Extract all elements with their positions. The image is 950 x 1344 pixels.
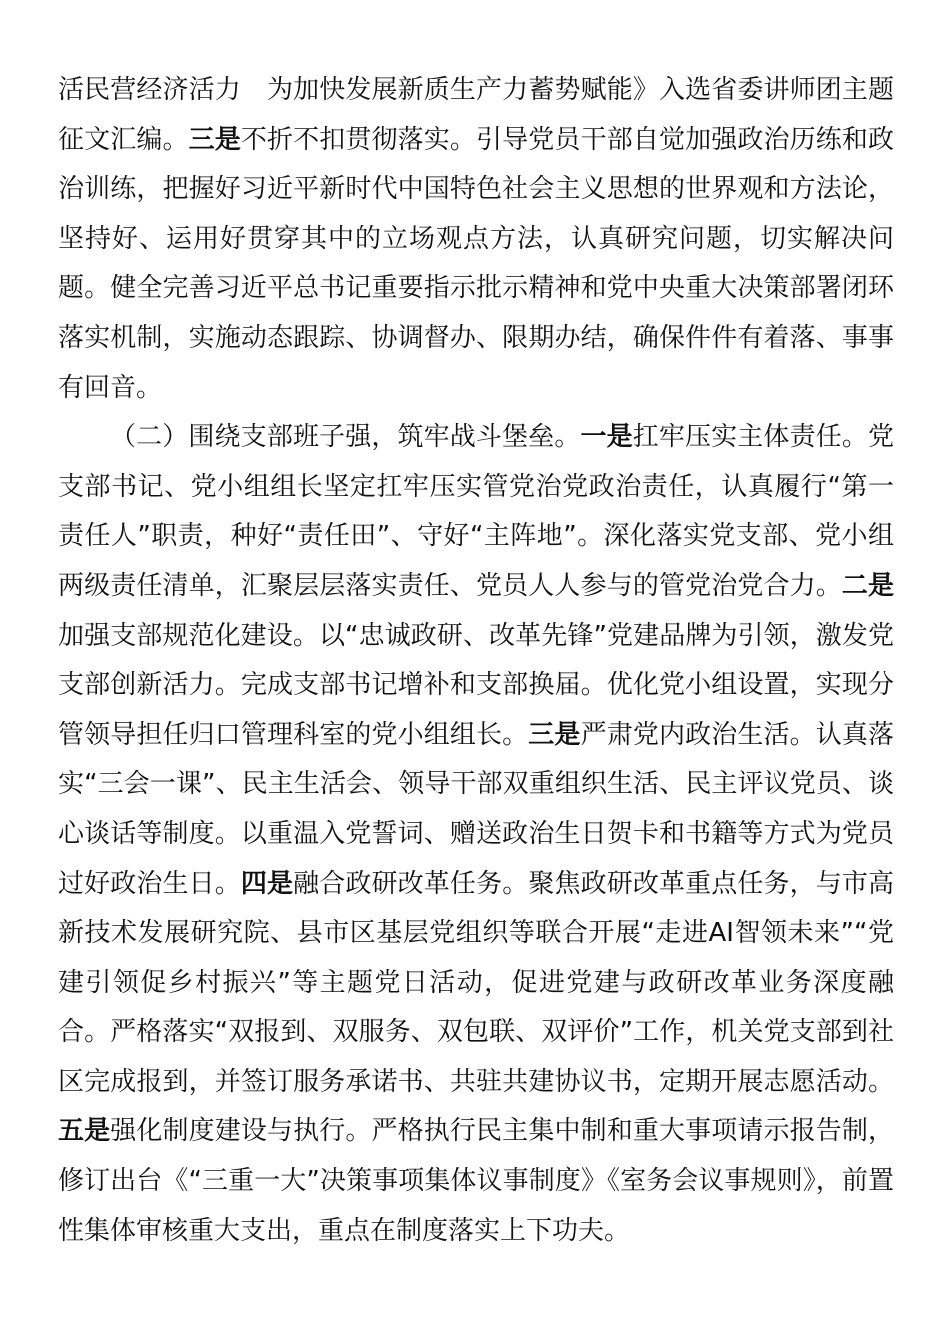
paragraph-section-2	[58, 413, 894, 1256]
bold-keyword: 三是	[528, 719, 581, 750]
document-body	[58, 66, 894, 1256]
text-run: 强化制度建设与执行。严格执行民主集中制和重大事项请示报告制，修订出台《“三重一大”决策事项集体议事制度》《室务会议事规则》，前置性集体审核重大支出，重点在制度落实上下功夫。	[58, 1116, 894, 1246]
bold-keyword: 四是	[240, 868, 294, 899]
text-run: 活民营经济活力 为加快发展新质生产力蓄势赋能》入选省委讲师团主题征文汇编。	[58, 75, 894, 155]
bold-keyword: 五是	[58, 1116, 111, 1147]
section-heading: （二）围绕支部班子强，筑牢战斗堡垒。	[110, 422, 581, 453]
text-run: 融合政研改革任务。聚焦政研改革重点任务，与市高新技术发展研究院、县市区基层党组织等联合开展“走进AI智领未来”“党建引领促乡村振兴”等主题党日活动，促进党建与政研改革业务深度融合。严格落实“双报到、双服务、双包联、双评价”工作，机关党支部到社区完成报到，并签订服务承诺书、共驻共建协议书，定期开展志愿活动。	[58, 868, 894, 1097]
bold-keyword: 三是	[188, 124, 241, 155]
bold-keyword: 二是	[841, 570, 894, 601]
text-run: 扛牢压实主体责任。党支部书记、党小组组长坚定扛牢压实管党治党政治责任，认真履行“第一责任人”职责，种好“责任田”、守好“主阵地”。深化落实党支部、党小组两级责任清单，汇聚层层落实责任、党员人人参与的管党治党合力。	[58, 422, 894, 601]
text-run: 严肃党内政治生活。认真落实“三会一课”、民主生活会、领导干部双重组织生活、民主评议党员、谈心谈话等制度。以重温入党誓词、赠送政治生日贺卡和书籍等方式为党员过好政治生日。	[58, 719, 894, 899]
text-run: 加强支部规范化建设。以“忠诚政研、改革先锋”党建品牌为引领，激发党支部创新活力。完成支部书记增补和支部换届。优化党小组设置，实现分管领导担任归口管理科室的党小组组长。	[58, 620, 894, 750]
text-run: 不折不扣贯彻落实。引导党员干部自觉加强政治历练和政治训练，把握好习近平新时代中国特色社会主义思想的世界观和方法论，坚持好、运用好贯穿其中的立场观点方法，认真研究问题，切实解决问题。健全完善习近平总书记重要指示批示精神和党中央重大决策部署闭环落实机制，实施动态跟踪、协调督办、限期办结，确保件件有着落、事事有回音。	[58, 124, 894, 403]
paragraph	[58, 66, 894, 413]
bold-keyword: 一是	[580, 422, 633, 453]
